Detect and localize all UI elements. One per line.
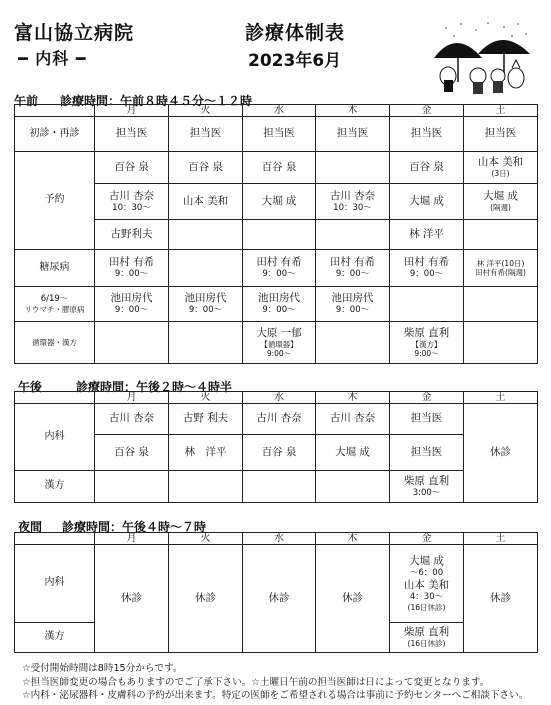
- cell-pmk-fri: [390, 471, 464, 503]
- afternoon-table: [14, 391, 538, 503]
- cell-yoyaku1-fri: 百谷 泉: [390, 152, 464, 184]
- row-label-naika: 内科: [15, 404, 95, 471]
- start-time: 9：00～: [335, 305, 370, 316]
- cell-pm-sat: 休診: [464, 404, 538, 503]
- page-title: 診療体制表: [245, 22, 346, 44]
- row-label-yoyaku: 予約: [15, 152, 95, 250]
- evening-table: [14, 532, 538, 653]
- cell-junkan-wed: [243, 322, 316, 364]
- cell-tonyo-thu: [316, 250, 390, 287]
- cell-ev-wed: 休診: [243, 545, 316, 653]
- cell-yoyaku2-mon: [95, 184, 169, 220]
- cell-junkan-mon: [95, 322, 169, 364]
- cell-pm2-fri: 担当医: [390, 435, 464, 471]
- table-header-corner: [15, 392, 95, 404]
- cell-tonyo-sat: [464, 250, 538, 287]
- cell-tonyo-wed: [243, 250, 316, 287]
- doctor-name: 田村 有希: [108, 256, 155, 269]
- doctor-name: 池田房代: [110, 292, 153, 305]
- day-header-sat: 土: [464, 392, 538, 404]
- start-time: 9：00～: [409, 269, 444, 280]
- cell-rheum-sat: [464, 287, 538, 322]
- cell-rheum-mon: [95, 287, 169, 322]
- doctor-name: 池田房代: [258, 292, 300, 305]
- doctor-name: 古川 杏奈: [329, 189, 376, 202]
- start-time: 9:00～: [414, 349, 439, 359]
- day-note: (3日): [491, 169, 510, 179]
- cell-shoshin-thu: 担当医: [316, 117, 390, 152]
- cell-yoyaku2-thu: [316, 184, 390, 220]
- start-time: 9：00～: [188, 305, 223, 316]
- cell-pm2-tue: 林 洋平: [169, 435, 243, 471]
- doctor-name: 柴原 直利: [403, 626, 450, 639]
- day-header-thu: 木: [316, 105, 390, 117]
- start-time: 10：30～: [112, 202, 151, 213]
- cell-yoyaku1-tue: 百谷 泉: [169, 152, 243, 184]
- cell-junkan-thu: [316, 322, 390, 364]
- department-label: ━ 内科 ━: [18, 49, 87, 68]
- note-doctor-change: ☆担当医師変更の場合もありますのでご了承下さい。☆土曜日午前の担当医師は日によって変更となります。: [22, 676, 490, 688]
- note-reception-time: ☆受付開始時間は8時15分からです。: [22, 663, 183, 674]
- cell-shoshin-tue: 担当医: [169, 117, 243, 152]
- day-header-tue: 火: [169, 533, 243, 545]
- cell-junkan-sat: [464, 322, 538, 364]
- cell-yoyaku3-thu: [316, 220, 390, 250]
- cell-yoyaku3-fri: 林 洋平: [390, 220, 464, 250]
- day-header-wed: 水: [243, 105, 316, 117]
- day-header-thu: 木: [316, 533, 390, 545]
- cell-pmk-tue: [169, 471, 243, 503]
- cell-pm1-fri: 担当医: [390, 404, 464, 435]
- cell-yoyaku3-wed: [243, 220, 316, 250]
- cell-shoshin-mon: 担当医: [95, 117, 169, 152]
- closed-note: (16日休診): [407, 602, 446, 612]
- umbrella-mascot-illustration: [426, 20, 534, 96]
- doctor-schedule: 田村有希(隔週): [475, 268, 526, 277]
- start-time: 9：00～: [262, 269, 296, 280]
- end-time: ～6：00: [409, 568, 444, 579]
- afternoon-hours: 診療時間：午後２時～４時半: [76, 380, 233, 394]
- cell-shoshin-fri: 担当医: [390, 117, 464, 152]
- cell-rheum-fri: [390, 287, 464, 322]
- cell-pmk-wed: [243, 471, 316, 503]
- specialty-tag: 【循環器】: [260, 339, 298, 349]
- morning-table: [14, 104, 538, 364]
- day-header-thu: 木: [316, 392, 390, 404]
- start-date-note: 6/19～: [40, 294, 69, 304]
- cell-junkan-fri: [390, 322, 464, 364]
- cell-rheum-wed: [243, 287, 316, 322]
- footnotes: [22, 662, 528, 703]
- start-time: 10：30～: [333, 202, 372, 213]
- cell-pmk-mon: [95, 471, 169, 503]
- table-header-corner: [15, 533, 95, 545]
- doctor-name: 池田房代: [331, 292, 374, 305]
- cell-yoyaku3-mon: 古野利夫: [95, 220, 169, 250]
- start-time: 9:00～: [266, 349, 292, 359]
- cell-yoyaku2-sat: [464, 184, 538, 220]
- cell-ev-sat: 休診: [464, 545, 538, 653]
- doctor-name: 田村 有希: [403, 256, 450, 269]
- closed-note: (16日休診): [407, 639, 446, 649]
- day-header-fri: 金: [390, 533, 464, 545]
- cell-pm2-thu: 大堀 成: [316, 435, 390, 471]
- cell-ev-mon: 休診: [95, 545, 169, 653]
- doctor-name: 田村 有希: [329, 256, 376, 269]
- day-header-tue: 火: [169, 105, 243, 117]
- cell-yoyaku2-fri: 大堀 成: [390, 184, 464, 220]
- row-label-rheumatology: [15, 287, 95, 322]
- cell-ev-thu: 休診: [316, 545, 390, 653]
- doctor-name: 田村 有希: [256, 256, 302, 269]
- doctor-name: 池田房代: [184, 292, 227, 305]
- doctor-name: 山本 美和: [477, 156, 524, 169]
- doctor-name: 柴原 直利: [403, 326, 450, 339]
- start-time: 9：00～: [262, 305, 296, 316]
- specialty-name: リウマチ・膠原病: [24, 304, 85, 314]
- evening-label: 夜間: [18, 520, 43, 534]
- cell-pmk-thu: [316, 471, 390, 503]
- morning-label: 午前: [14, 94, 39, 108]
- day-header-tue: 火: [169, 392, 243, 404]
- row-label-naika: 内科: [15, 545, 95, 623]
- row-label-tonyo: 糖尿病: [15, 250, 95, 287]
- doctor-name: 古川 杏奈: [108, 189, 155, 202]
- specialty-tag: 【漢方】: [411, 339, 442, 349]
- cell-shoshin-wed: 担当医: [243, 117, 316, 152]
- day-header-sat: 土: [464, 105, 538, 117]
- hospital-name: 富山協立病院: [14, 22, 135, 44]
- cell-pm1-wed: 古川 杏奈: [243, 404, 316, 435]
- morning-hours: 診療時間：午前８時４５分～１２時: [60, 94, 253, 108]
- cell-pm1-thu: 古川 杏奈: [316, 404, 390, 435]
- doctor-name: 大原 一郁: [256, 326, 302, 339]
- day-header-fri: 金: [390, 105, 464, 117]
- cell-yoyaku2-wed: 大堀 成: [243, 184, 316, 220]
- doctor-name: 山本 美和: [403, 578, 450, 591]
- cell-yoyaku1-mon: 百谷 泉: [95, 152, 169, 184]
- cell-yoyaku1-sat: [464, 152, 538, 184]
- start-time: 9：00～: [114, 269, 149, 280]
- day-header-fri: 金: [390, 392, 464, 404]
- cell-evk-fri: [390, 623, 464, 653]
- row-label-shoshin: 初診・再診: [15, 117, 95, 152]
- cell-ev-tue: 休診: [169, 545, 243, 653]
- day-header-mon: 月: [95, 105, 169, 117]
- cell-pm2-wed: 百谷 泉: [243, 435, 316, 471]
- day-note: (隔週): [490, 203, 511, 213]
- day-header-mon: 月: [95, 533, 169, 545]
- afternoon-label: 午後: [18, 380, 43, 394]
- doctor-schedule: 林 洋平(10日): [476, 258, 525, 268]
- cell-junkan-tue: [169, 322, 243, 364]
- start-time: 4：30～: [409, 591, 444, 602]
- note-reservation: ☆内科・泌尿器科・皮膚科の予約が出来ます。特定の医師をご希望される場合は事前に予約センターへご相談下さい。: [22, 690, 529, 701]
- cell-yoyaku1-wed: 百谷 泉: [243, 152, 316, 184]
- evening-hours: 診療時間：午後４時～７時: [62, 520, 207, 534]
- start-time: 3:00～: [412, 487, 441, 498]
- row-label-junkan-kampo: 循環器・漢方: [15, 322, 95, 364]
- cell-yoyaku1-thu: [316, 152, 390, 184]
- cell-tonyo-tue: [169, 250, 243, 287]
- cell-ev-fri: [390, 545, 464, 623]
- doctor-name: 柴原 直利: [403, 474, 450, 487]
- cell-tonyo-mon: [95, 250, 169, 287]
- start-time: 9：00～: [114, 305, 149, 316]
- cell-tonyo-fri: [390, 250, 464, 287]
- doctor-name: 大堀 成: [409, 555, 444, 568]
- row-label-kampo: 漢方: [15, 471, 95, 503]
- table-header-corner: [15, 105, 95, 117]
- day-header-sat: 土: [464, 533, 538, 545]
- day-header-wed: 水: [243, 533, 316, 545]
- cell-yoyaku2-tue: 山本 美和: [169, 184, 243, 220]
- cell-pm1-tue: 古野 利夫: [169, 404, 243, 435]
- day-header-wed: 水: [243, 392, 316, 404]
- start-time: 9：00～: [335, 269, 370, 280]
- cell-rheum-tue: [169, 287, 243, 322]
- day-header-mon: 月: [95, 392, 169, 404]
- cell-yoyaku3-tue: [169, 220, 243, 250]
- doctor-name: 大堀 成: [483, 190, 518, 203]
- cell-pm2-mon: 百谷 泉: [95, 435, 169, 471]
- schedule-date: 2023年6月: [248, 51, 342, 71]
- cell-shoshin-sat: 担当医: [464, 117, 538, 152]
- row-label-kampo: 漢方: [15, 623, 95, 653]
- cell-yoyaku3-sat: [464, 220, 538, 250]
- cell-rheum-thu: [316, 287, 390, 322]
- cell-pm1-mon: 古川 杏奈: [95, 404, 169, 435]
